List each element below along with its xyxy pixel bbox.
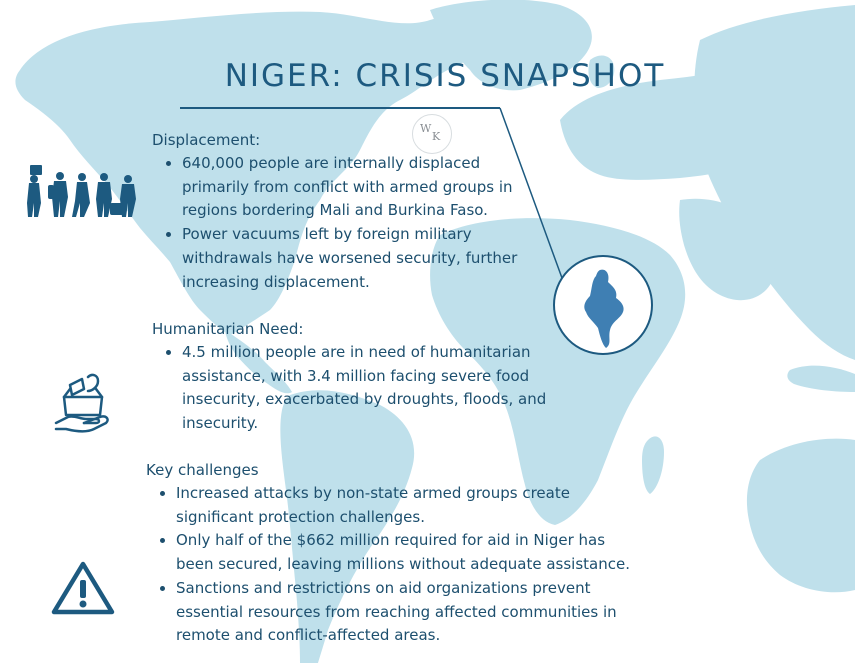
bullet-list xyxy=(146,482,646,648)
bullet-list xyxy=(152,152,532,294)
section-heading: Humanitarian Need: xyxy=(152,320,304,338)
logo-letter-w: W xyxy=(420,122,432,135)
list-item: • Increased attacks by non-state armed groups create significant protection challenges. xyxy=(176,482,646,529)
country-map-icon xyxy=(554,256,652,354)
bullet-list xyxy=(152,341,562,436)
section-humanitarian-need xyxy=(152,318,562,436)
section-displacement xyxy=(152,129,532,294)
list-item: • 640,000 people are internally displaced primarily from conflict with armed groups in regions bordering Mali and Burkina Faso. xyxy=(182,152,532,223)
list-item: • 4.5 million people are in need of humanitarian assistance, with 3.4 million facing severe food insecurity, exacerbated by droughts, floods, and insecurity. xyxy=(182,341,562,436)
list-item: • Sanctions and restrictions on aid organizations prevent essential resources from reaching affected communities in remote and conflict-affected areas. xyxy=(176,577,646,648)
aid-package-hand-icon xyxy=(54,371,114,433)
list-item: • Power vacuums left by foreign military withdrawals have worsened security, further increasing displacement. xyxy=(182,223,532,294)
warning-triangle-icon xyxy=(50,560,116,616)
section-heading: Displacement: xyxy=(152,131,261,149)
section-heading: Key challenges xyxy=(146,461,259,479)
logo-letter-k: K xyxy=(432,130,441,143)
page-title: NIGER: CRISIS SNAPSHOT xyxy=(224,58,666,94)
section-key-challenges xyxy=(146,459,646,648)
displaced-people-icon xyxy=(24,163,144,219)
list-item: • Only half of the $662 million required for aid in Niger has been secured, leaving millions without adequate assistance. xyxy=(176,529,646,576)
